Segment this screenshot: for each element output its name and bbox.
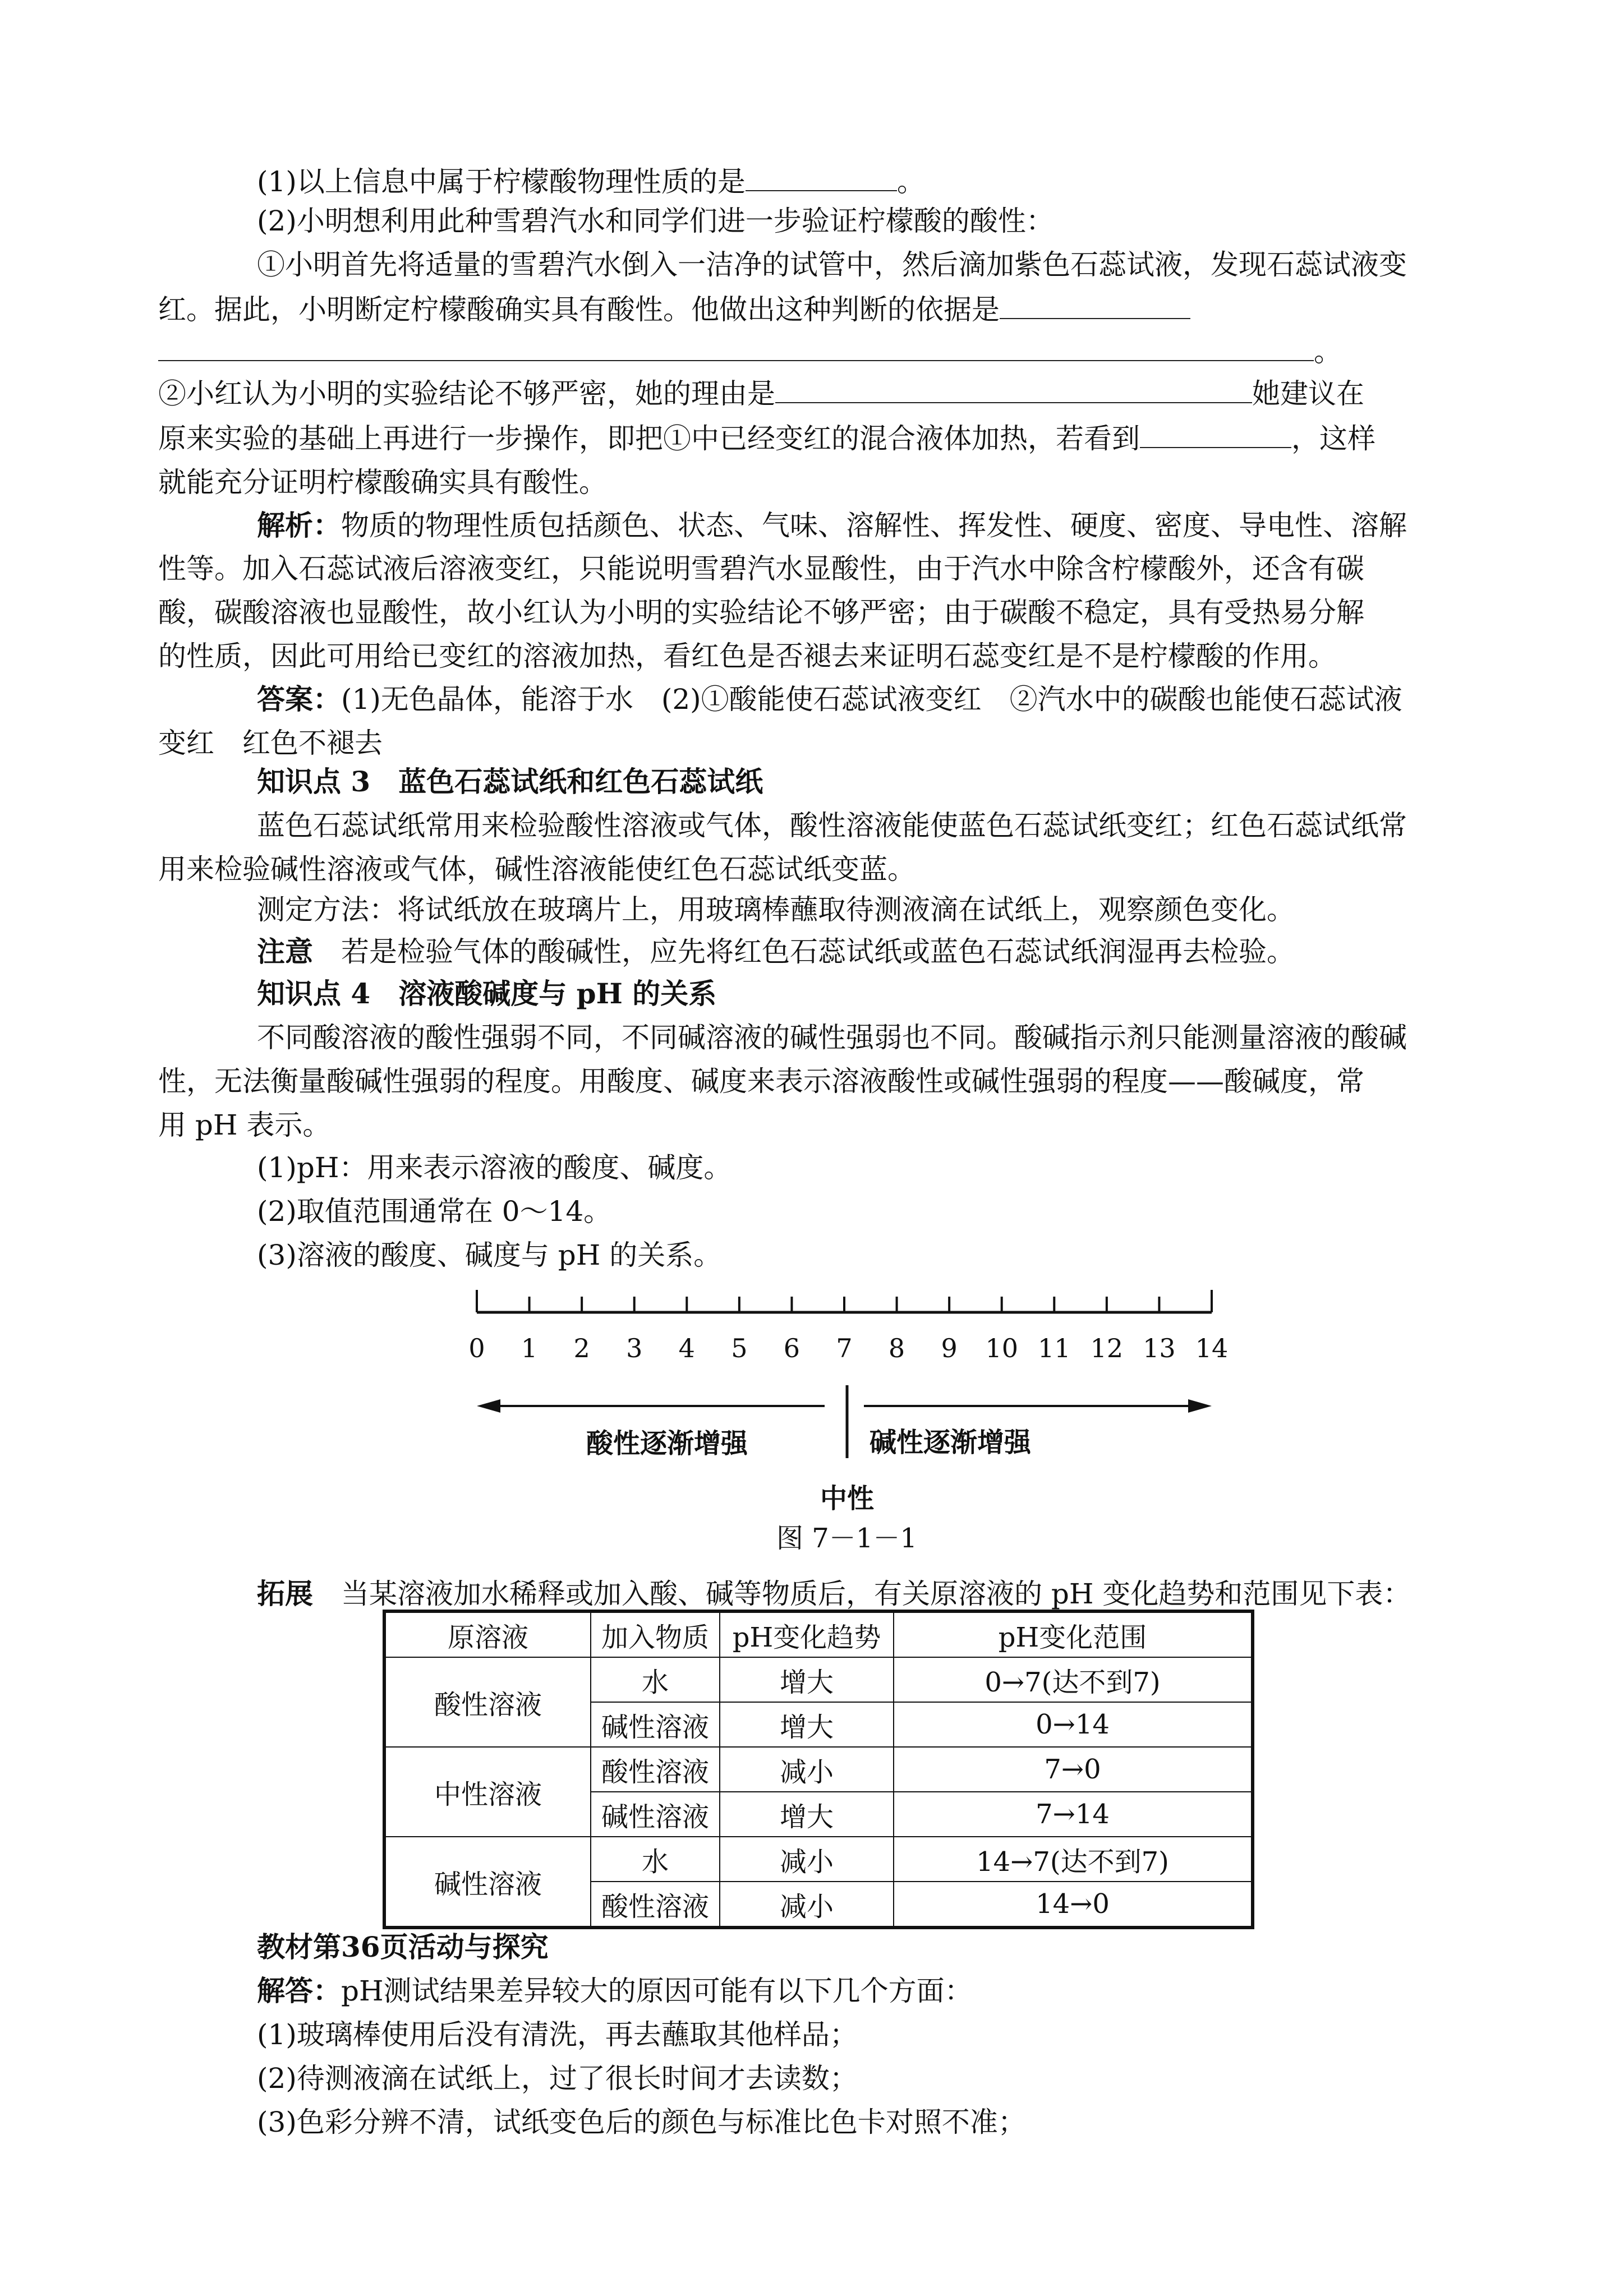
answer-blank xyxy=(746,159,897,191)
kp3-method: 测定方法：将试纸放在玻璃片上，用玻璃棒蘸取待测液滴在试纸上，观察颜色变化。 xyxy=(257,893,1295,926)
analysis-line4: 的性质，因此可用给已变红的溶液加热，看红色是否褪去来证明石蕊变红是不是柠檬酸的作用。 xyxy=(158,640,1336,672)
analysis-line1: 解析：物质的物理性质包括颜色、状态、气味、溶解性、挥发性、硬度、密度、导电性、溶解 xyxy=(257,509,1407,542)
acid-label: 酸性逐渐增强 xyxy=(586,1428,748,1459)
scale-tick-label: 2 xyxy=(573,1333,590,1363)
analysis-line3: 酸，碳酸溶液也显酸性，故小红认为小明的实验结论不够严密；由于碳酸不稳定，具有受热易分解 xyxy=(158,596,1364,629)
kp4-item2: (2)取值范围通常在 0～14。 xyxy=(257,1195,612,1228)
trend-cell: 增大 xyxy=(720,1792,894,1837)
question-2-part2-line3: 就能充分证明柠檬酸确实具有酸性。 xyxy=(158,466,607,499)
table-header-row xyxy=(384,1611,1253,1657)
scale-tick-label: 14 xyxy=(1195,1333,1229,1363)
kp4-item3: (3)溶液的酸度、碱度与 pH 的关系。 xyxy=(257,1239,722,1271)
ph-change-table xyxy=(383,1610,1254,1929)
scale-tick-labels xyxy=(468,1333,1228,1363)
trend-cell: 增大 xyxy=(720,1657,894,1702)
scale-tick-label: 0 xyxy=(468,1333,485,1363)
kp3-note: 注意 若是检验气体的酸碱性，应先将红色石蕊试纸或蓝色石蕊试纸润湿再去检验。 xyxy=(257,935,1295,968)
table-row xyxy=(384,1657,1253,1702)
kp3-line2: 用来检验碱性溶液或气体，碱性溶液能使红色石蕊试纸变蓝。 xyxy=(158,853,915,886)
extension-text: 拓展 当某溶液加水稀释或加入酸、碱等物质后，有关原溶液的 pH 变化趋势和范围见下表： xyxy=(257,1577,1411,1610)
added-cell: 酸性溶液 xyxy=(591,1747,720,1792)
range-cell: 7→14 xyxy=(894,1792,1253,1837)
question-2-intro: (2)小明想利用此种雪碧汽水和同学们进一步验证柠檬酸的酸性： xyxy=(257,205,1054,237)
scale-tick-label: 12 xyxy=(1090,1333,1124,1363)
ph-scale-diagram xyxy=(460,1273,1257,1520)
base-arrow-head xyxy=(1188,1399,1212,1413)
table-row xyxy=(384,1747,1253,1792)
trend-cell: 减小 xyxy=(720,1882,894,1928)
scale-tick-label: 13 xyxy=(1143,1333,1176,1363)
kp3-line1: 蓝色石蕊试纸常用来检验酸性溶液或气体，酸性溶液能使蓝色石蕊试纸变红；红色石蕊试纸常 xyxy=(257,809,1407,842)
answer-line1: 答案：(1)无色晶体，能溶于水 (2)①酸能使石蕊试液变红 ②汽水中的碳酸也能使石蕊试液 xyxy=(257,683,1402,716)
table-header: pH变化趋势 xyxy=(720,1611,894,1657)
scale-tick-label: 7 xyxy=(836,1333,853,1363)
answer-blank xyxy=(1140,416,1291,448)
textbook-activity-title: 教材第36页活动与探究 xyxy=(257,1930,549,1963)
solution-cell: 酸性溶液 xyxy=(384,1657,591,1747)
neutral-label: 中性 xyxy=(820,1483,875,1514)
figure-caption: 图 7－1－1 xyxy=(776,1523,917,1554)
range-cell: 14→7(达不到7) xyxy=(894,1837,1253,1882)
range-cell: 14→0 xyxy=(894,1882,1253,1928)
kp4-item1: (1)pH：用来表示溶液的酸度、碱度。 xyxy=(257,1151,732,1184)
scale-tick-label: 5 xyxy=(731,1333,748,1363)
scale-tick-label: 1 xyxy=(521,1333,538,1363)
kp4-line2: 性，无法衡量酸碱性强弱的程度。用酸度、碱度来表示溶液酸性或碱性强弱的程度——酸碱度，常 xyxy=(158,1065,1364,1098)
solution-cell: 中性溶液 xyxy=(384,1747,591,1837)
added-cell: 水 xyxy=(591,1837,720,1882)
knowledge-point-4-title: 知识点 4 溶液酸碱度与 pH 的关系 xyxy=(257,977,717,1010)
scale-tick-label: 11 xyxy=(1038,1333,1071,1363)
scale-tick-label: 10 xyxy=(985,1333,1018,1363)
scale-tick-label: 3 xyxy=(626,1333,643,1363)
scale-tick-label: 8 xyxy=(888,1333,905,1363)
table-header: 原溶液 xyxy=(384,1611,591,1657)
added-cell: 酸性溶液 xyxy=(591,1882,720,1928)
analysis-line2: 性等。加入石蕊试液后溶液变红，只能说明雪碧汽水显酸性，由于汽水中除含柠檬酸外，还含有碳 xyxy=(158,552,1364,585)
trend-cell: 减小 xyxy=(720,1747,894,1792)
answer-blank xyxy=(158,329,1314,361)
range-cell: 7→0 xyxy=(894,1747,1253,1792)
range-cell: 0→14 xyxy=(894,1702,1253,1747)
acid-arrow-head xyxy=(477,1399,500,1413)
scale-tick-label: 4 xyxy=(678,1333,695,1363)
scale-tick-label: 6 xyxy=(783,1333,801,1363)
reason-3: (3)色彩分辨不清，试纸变色后的颜色与标准比色卡对照不准； xyxy=(257,2106,1026,2138)
scale-ticks xyxy=(477,1290,1212,1312)
base-label: 碱性逐渐增强 xyxy=(869,1427,1032,1458)
added-cell: 碱性溶液 xyxy=(591,1792,720,1837)
question-2-part2-line2: 原来实验的基础上再进行一步操作，即把①中已经变红的混合液体加热，若看到 ，这样 xyxy=(0,415,1624,462)
trend-cell: 增大 xyxy=(720,1702,894,1747)
knowledge-point-3-title: 知识点 3 蓝色石蕊试纸和红色石蕊试纸 xyxy=(257,765,763,798)
question-2-part1-line3: 。 xyxy=(0,328,1624,375)
table-header: 加入物质 xyxy=(591,1611,720,1657)
question-1: (1)以上信息中属于柠檬酸物理性质的是 。 xyxy=(0,158,1624,205)
textbook-answer-intro: 解答：pH测试结果差异较大的原因可能有以下几个方面： xyxy=(257,1974,973,2007)
reason-1: (1)玻璃棒使用后没有清洗，再去蘸取其他样品； xyxy=(257,2018,858,2051)
question-2-part1-line1: ①小明首先将适量的雪碧汽水倒入一洁净的试管中，然后滴加紫色石蕊试液，发现石蕊试液变 xyxy=(257,248,1407,281)
answer-blank xyxy=(1000,287,1190,319)
question-2-part2-line1: ②小红认为小明的实验结论不够严密，她的理由是 她建议在 xyxy=(0,370,1624,417)
added-cell: 水 xyxy=(591,1657,720,1702)
range-cell: 0→7(达不到7) xyxy=(894,1657,1253,1702)
scale-tick-label: 9 xyxy=(941,1333,958,1363)
solution-cell: 碱性溶液 xyxy=(384,1837,591,1928)
answer-blank xyxy=(775,371,1252,403)
added-cell: 碱性溶液 xyxy=(591,1702,720,1747)
kp4-line3: 用 pH 表示。 xyxy=(158,1109,331,1141)
table-row xyxy=(384,1837,1253,1882)
kp4-line1: 不同酸溶液的酸性强弱不同，不同碱溶液的碱性强弱也不同。酸碱指示剂只能测量溶液的酸碱 xyxy=(257,1021,1407,1054)
question-2-part1-line2: 红。据此，小明断定柠檬酸确实具有酸性。他做出这种判断的依据是 xyxy=(0,286,1624,333)
reason-2: (2)待测液滴在试纸上，过了很长时间才去读数； xyxy=(257,2062,858,2095)
table-header: pH变化范围 xyxy=(894,1611,1253,1657)
trend-cell: 减小 xyxy=(720,1837,894,1882)
answer-line2: 变红 红色不褪去 xyxy=(158,727,383,759)
